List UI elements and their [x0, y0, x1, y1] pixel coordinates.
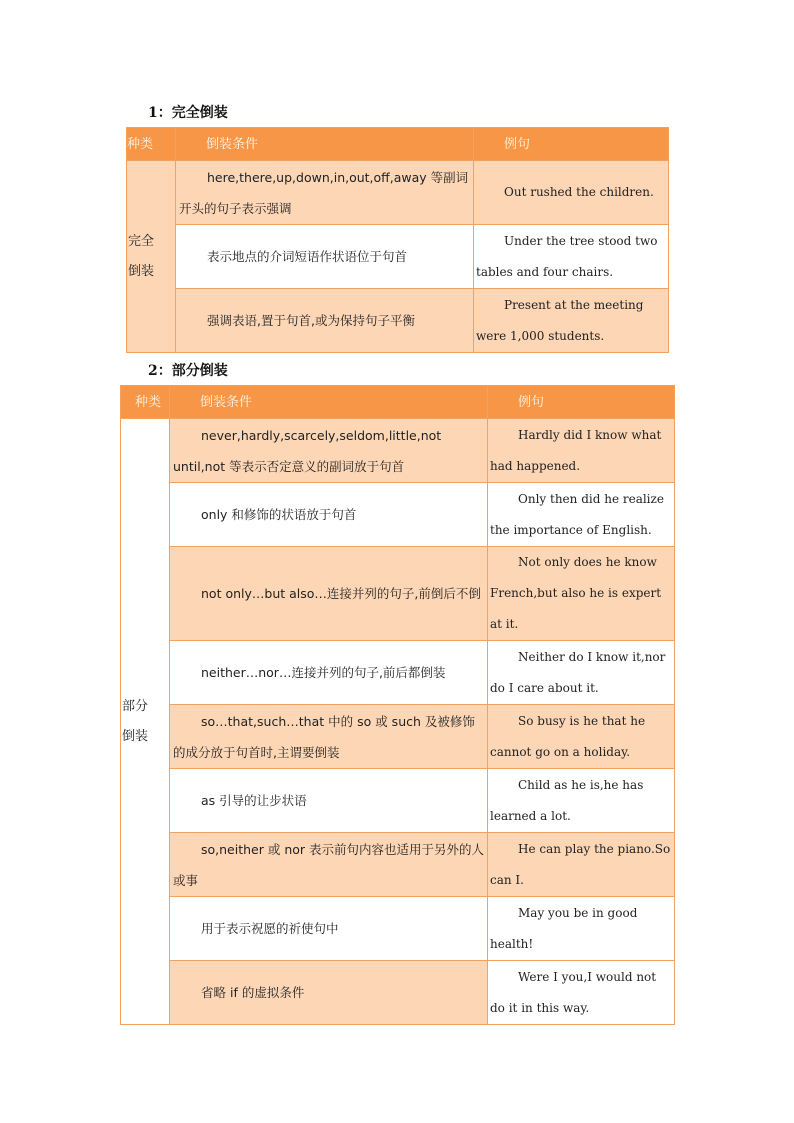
condition-text: only 和修饰的状语放于句首	[201, 507, 357, 522]
example-text: Child as he is,he has learned a lot.	[490, 777, 644, 823]
example-cell	[488, 833, 675, 897]
section1-heading: 1：完全倒装	[148, 105, 228, 121]
header-category: 种类	[121, 386, 170, 419]
example-text: Not only does he know French,but also he is expert at it.	[490, 555, 662, 631]
condition-text: 省略 if 的虚拟条件	[201, 985, 305, 1000]
condition-text: here,there,up,down,in,out,off,away 等副词开头的句子表示强调	[179, 169, 469, 216]
example-text: Were I you,I would not do it in this way.	[490, 969, 657, 1015]
example-text: Present at the meeting were 1,000 students.	[476, 297, 644, 343]
category-label: 部分 倒装	[122, 698, 149, 744]
example-cell	[488, 483, 675, 547]
condition-cell	[170, 769, 488, 833]
condition-text: 表示地点的介词短语作状语位于句首	[207, 249, 408, 264]
example-cell	[488, 419, 675, 483]
full-inversion-table	[126, 127, 669, 353]
example-text: Hardly did I know what had happened.	[490, 427, 662, 473]
condition-text: 强调表语,置于句首,或为保持句子平衡	[207, 313, 415, 328]
header-category: 种类	[127, 128, 176, 161]
example-cell	[488, 547, 675, 641]
example-text: Only then did he realize the importance of English.	[490, 491, 664, 537]
condition-cell	[170, 961, 488, 1025]
example-cell	[488, 769, 675, 833]
example-cell	[488, 705, 675, 769]
condition-text: not only…but also…连接并列的句子,前倒后不倒	[201, 586, 481, 601]
condition-text: 用于表示祝愿的祈使句中	[201, 921, 339, 936]
example-text: Under the tree stood two tables and four chairs.	[476, 233, 658, 279]
section2-heading: 2：部分倒装	[148, 363, 228, 379]
example-text: He can play the piano.So can I.	[490, 841, 671, 887]
example-cell	[488, 961, 675, 1025]
partial-inversion-table	[120, 385, 675, 1025]
example-cell	[488, 897, 675, 961]
condition-cell	[176, 225, 474, 289]
condition-text: so,neither 或 nor 表示前句内容也适用于另外的人或事	[173, 841, 485, 888]
condition-text: so…that,such…that 中的 so 或 such 及被修饰的成分放于句首时,主谓要倒装	[173, 713, 475, 760]
header-condition: 倒装条件	[176, 128, 474, 161]
category-label: 完全 倒装	[128, 233, 155, 279]
condition-cell	[170, 705, 488, 769]
condition-cell	[170, 833, 488, 897]
header-condition: 倒装条件	[170, 386, 488, 419]
category-cell	[121, 419, 170, 1025]
condition-text: as 引导的让步状语	[201, 793, 307, 808]
header-example: 例句	[488, 386, 675, 419]
header-example: 例句	[474, 128, 669, 161]
condition-cell	[170, 641, 488, 705]
condition-cell	[170, 897, 488, 961]
example-text: Neither do I know it,nor do I care about it.	[490, 649, 666, 695]
condition-cell	[176, 161, 474, 225]
example-cell	[488, 641, 675, 705]
condition-cell	[170, 419, 488, 483]
example-text: May you be in good health!	[490, 905, 638, 951]
condition-cell	[170, 547, 488, 641]
example-cell	[474, 289, 669, 353]
condition-cell	[170, 483, 488, 547]
example-text: So busy is he that he cannot go on a holiday.	[490, 713, 646, 759]
condition-text: never,hardly,scarcely,seldom,little,not until,not 等表示否定意义的副词放于句首	[173, 427, 442, 474]
condition-text: neither…nor…连接并列的句子,前后都倒装	[201, 665, 446, 680]
example-cell	[474, 225, 669, 289]
example-cell	[474, 161, 669, 225]
category-cell	[127, 161, 176, 353]
example-text: Out rushed the children.	[504, 185, 654, 199]
condition-cell	[176, 289, 474, 353]
